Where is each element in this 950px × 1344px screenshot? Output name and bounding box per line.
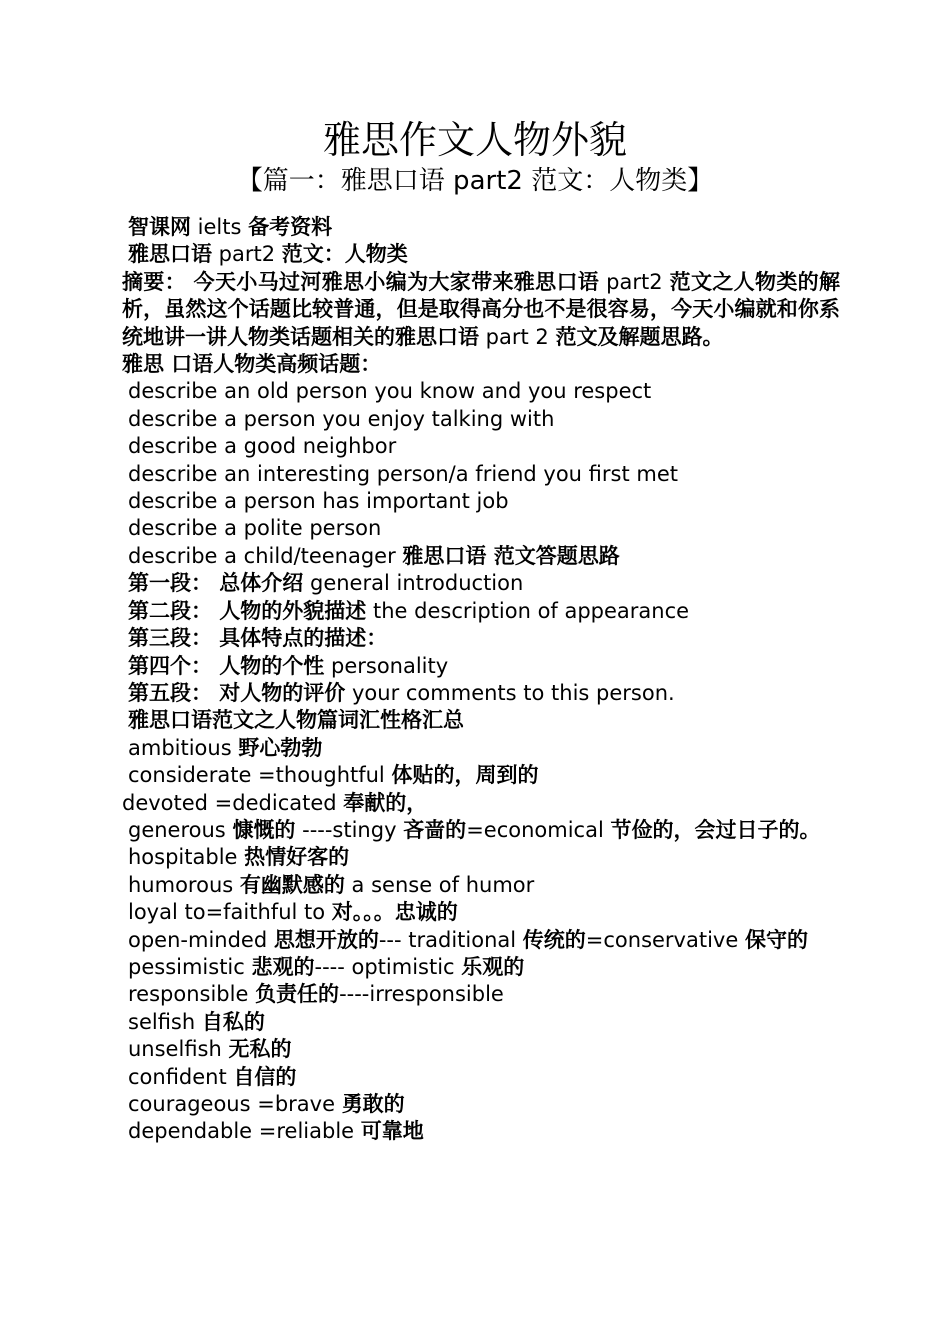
vocab-item: considerate =thoughtful 体贴的，周到的 (128, 763, 539, 788)
vocab-item: courageous =brave 勇敢的 (128, 1092, 405, 1116)
topic-item: describe a polite person (128, 516, 382, 541)
vocab-item: unselfish 无私的 (128, 1037, 292, 1062)
vocab-item: hospitable 热情好客的 (128, 845, 350, 870)
topic-item: describe a person has important job (128, 489, 509, 514)
paragraph-outline-item: 第三段： 具体特点的描述： (128, 626, 388, 651)
vocab-item: responsible 负责任的----irresponsible (128, 982, 504, 1007)
document-subtitle: 【篇一：雅思口语 part2 范文：人物类】 (236, 166, 714, 196)
document-title: 雅思作文人物外貌 (322, 118, 627, 162)
text-line: 雅思口语 part2 范文：人物类 (128, 242, 408, 267)
vocab-item: loyal to=faithful to 对。。。忠诚的 (128, 900, 458, 925)
topic-item: describe an old person you know and you respect (128, 379, 652, 404)
vocab-item: dependable =reliable 可靠地 (128, 1119, 424, 1144)
document-body (116, 214, 840, 1146)
vocab-item: open-minded 思想开放的--- traditional 传统的=conservative 保守的 (128, 927, 808, 952)
vocab-item: humorous 有幽默感的 a sense of humor (128, 872, 535, 897)
vocab-item: pessimistic 悲观的---- optimistic 乐观的 (128, 954, 525, 979)
topic-item: describe an interesting person/a friend you first met (128, 461, 678, 486)
paragraph-outline-item: 第二段： 人物的外貌描述 the description of appearance (128, 598, 690, 623)
topic-item: describe a child/teenager 雅思口语 范文答题思路 (128, 543, 620, 568)
topic-item: describe a good neighbor (128, 434, 397, 459)
text-line: 智课网 ielts 备考资料 (128, 215, 333, 239)
summary-paragraph: 摘要： 今天小马过河雅思小编为大家带来雅思口语 part2 范文之人物类的解析，虽然这个话题比较普通，但是取得高分也不是很容易，今天小编就和你系统地讲一讲人物类话题相关的雅思口语 part 2 范文及解题思路。 (122, 269, 841, 349)
vocab-item: selfish 自私的 (128, 1009, 265, 1034)
paragraph-outline-item: 第一段： 总体介绍 general introduction (128, 571, 524, 596)
topic-item: describe a person you enjoy talking with (128, 406, 555, 431)
section-heading: 雅思口语范文之人物篇词汇性格汇总 (128, 708, 464, 733)
paragraph-outline-item: 第四个： 人物的个性 personality (128, 653, 449, 678)
text-line: 雅思 口语人物类高频话题： (122, 352, 382, 377)
vocab-item: confident 自信的 (128, 1064, 297, 1089)
paragraph-outline-item: 第五段： 对人物的评价 your comments to this person. (128, 680, 675, 705)
vocab-item: ambitious 野心勃勃 (128, 735, 323, 760)
vocab-item: generous 慷慨的 ----stingy 吝啬的=economical 节俭的，会过日子的。 (128, 817, 821, 842)
vocab-item: devoted =dedicated 奉献的， (122, 790, 428, 815)
